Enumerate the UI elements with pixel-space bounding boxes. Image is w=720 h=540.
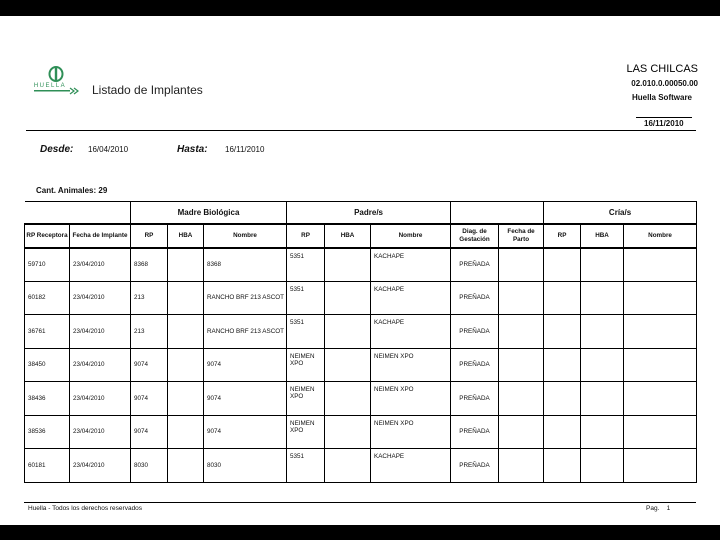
cell-madre-rp: 213 [131,281,168,315]
page-label: Pag. [646,505,660,512]
cell-madre-rp: 9074 [131,415,168,449]
table-row [25,315,697,349]
cell-padre-rp: 5351 [287,281,325,315]
cell-madre-nombre: 9074 [204,382,287,416]
group-padre: Padre/s [287,202,451,224]
footer-divider [24,502,696,503]
cell-padre-hba [325,382,371,416]
cell-padre-rp: 5351 [287,248,325,282]
cell-rp-receptora: 59710 [25,248,70,282]
group-madre: Madre Biológica [131,202,287,224]
cell-fecha-implante: 23/04/2010 [70,382,131,416]
cell-padre-hba [325,315,371,349]
cell-madre-hba [168,281,204,315]
cell-rp-receptora: 60181 [25,449,70,483]
cell-cria-rp [544,281,581,315]
table-row [25,382,697,416]
cell-madre-rp: 8030 [131,449,168,483]
page-number: 1 [666,505,671,512]
huella-logo [30,66,82,98]
animal-count: Cant. Animales: 29 [36,186,108,195]
cell-madre-nombre: 8030 [204,449,287,483]
cell-madre-nombre: 8368 [204,248,287,282]
cell-madre-hba [168,415,204,449]
col-cria-nombre: Nombre [624,224,697,248]
cell-fecha-implante: 23/04/2010 [70,449,131,483]
cell-fecha-parto [499,449,544,483]
cell-cria-hba [581,248,624,282]
cell-cria-rp [544,382,581,416]
cell-madre-nombre: 9074 [204,415,287,449]
cell-fecha-implante: 23/04/2010 [70,248,131,282]
desde-value: 16/04/2010 [88,145,129,154]
cell-padre-nombre: KACHAPE [371,449,451,483]
col-cria-rp: RP [544,224,581,248]
cell-diag-gestacion: PREÑADA [451,348,499,382]
cell-madre-nombre: RANCHO BRF 213 ASCOT [204,315,287,349]
cell-cria-rp [544,248,581,282]
cell-madre-hba [168,348,204,382]
cell-fecha-implante: 23/04/2010 [70,415,131,449]
cell-madre-rp: 213 [131,315,168,349]
cell-diag-gestacion: PREÑADA [451,281,499,315]
group-header-blank [25,202,131,224]
header-divider [26,130,696,131]
cell-rp-receptora: 38536 [25,415,70,449]
cell-madre-rp: 9074 [131,382,168,416]
cell-cria-hba [581,281,624,315]
cell-padre-rp: NEIMEN XPO [287,382,325,416]
cell-cria-hba [581,415,624,449]
report-date: 16/11/2010 [644,119,684,128]
cell-fecha-implante: 23/04/2010 [70,281,131,315]
cell-padre-hba [325,415,371,449]
cell-fecha-parto [499,315,544,349]
table-row [25,348,697,382]
cell-padre-hba [325,281,371,315]
document-code: 02.010.0.00050.00 [631,79,698,88]
cell-rp-receptora: 38436 [25,382,70,416]
col-madre-rp: RP [131,224,168,248]
cell-diag-gestacion: PREÑADA [451,449,499,483]
cell-rp-receptora: 60182 [25,281,70,315]
cell-cria-rp [544,348,581,382]
table-row [25,449,697,483]
cell-madre-hba [168,449,204,483]
cell-padre-hba [325,449,371,483]
desde-label: Desde: [40,144,74,155]
cell-fecha-implante: 23/04/2010 [70,348,131,382]
group-header-row [25,202,697,224]
cell-madre-hba [168,315,204,349]
cell-fecha-parto [499,348,544,382]
document-title: Listado de Implantes [92,83,203,97]
company-name: LAS CHILCAS [626,63,698,75]
cell-padre-hba [325,348,371,382]
cell-padre-nombre: KACHAPE [371,248,451,282]
group-cria: Cría/s [544,202,697,224]
cell-padre-nombre: KACHAPE [371,315,451,349]
cell-rp-receptora: 38450 [25,348,70,382]
col-fecha-parto: Fecha de Parto [499,224,544,248]
cell-padre-hba [325,248,371,282]
cell-diag-gestacion: PREÑADA [451,248,499,282]
cell-madre-nombre: 9074 [204,348,287,382]
cell-cria-rp [544,449,581,483]
col-fecha-implante: Fecha de Implante [70,224,131,248]
table-row [25,415,697,449]
col-rp-receptora: RP Receptora [25,224,70,248]
cell-madre-hba [168,382,204,416]
cell-diag-gestacion: PREÑADA [451,382,499,416]
cell-padre-nombre: NEIMEN XPO [371,348,451,382]
column-header-row [25,224,697,248]
cell-fecha-parto [499,248,544,282]
table-row [25,281,697,315]
cell-cria-hba [581,348,624,382]
cell-fecha-parto [499,281,544,315]
cell-fecha-parto [499,415,544,449]
cell-cria-hba [581,449,624,483]
cell-rp-receptora: 36761 [25,315,70,349]
col-madre-hba: HBA [168,224,204,248]
col-padre-rp: RP [287,224,325,248]
cell-cria-nombre [624,415,697,449]
table-row [25,248,697,282]
cell-madre-nombre: RANCHO BRF 213 ASCOT [204,281,287,315]
cell-cria-nombre [624,248,697,282]
cell-cria-rp [544,315,581,349]
cell-padre-nombre: NEIMEN XPO [371,382,451,416]
cell-padre-rp: 5351 [287,315,325,349]
col-madre-nombre: Nombre [204,224,287,248]
footer-copyright: Huella - Todos los derechos reservados [28,505,143,512]
col-padre-hba: HBA [325,224,371,248]
cell-fecha-parto [499,382,544,416]
cell-cria-nombre [624,348,697,382]
col-padre-nombre: Nombre [371,224,451,248]
implants-table [24,201,697,483]
hasta-value: 16/11/2010 [225,145,265,154]
hasta-label: Hasta: [177,144,208,155]
date-divider [636,117,692,118]
cell-cria-nombre [624,382,697,416]
col-cria-hba: HBA [581,224,624,248]
cell-padre-rp: 5351 [287,449,325,483]
logo-text: HUELLA [33,83,67,89]
cell-padre-rp: NEIMEN XPO [287,415,325,449]
cell-cria-nombre [624,315,697,349]
cell-diag-gestacion: PREÑADA [451,315,499,349]
cell-madre-rp: 8368 [131,248,168,282]
page-indicator [646,505,670,512]
cell-madre-rp: 9074 [131,348,168,382]
cell-cria-rp [544,415,581,449]
group-gestacion-blank [451,202,544,224]
cell-cria-nombre [624,281,697,315]
software-name: Huella Software [631,93,692,102]
cell-cria-hba [581,315,624,349]
cell-madre-hba [168,248,204,282]
cell-fecha-implante: 23/04/2010 [70,315,131,349]
cell-cria-nombre [624,449,697,483]
report-page [0,16,720,525]
cell-diag-gestacion: PREÑADA [451,415,499,449]
cell-padre-nombre: NEIMEN XPO [371,415,451,449]
col-diag-gestacion: Diag. de Gestación [451,224,499,248]
cell-padre-nombre: KACHAPE [371,281,451,315]
cell-padre-rp: NEIMEN XPO [287,348,325,382]
cell-cria-hba [581,382,624,416]
